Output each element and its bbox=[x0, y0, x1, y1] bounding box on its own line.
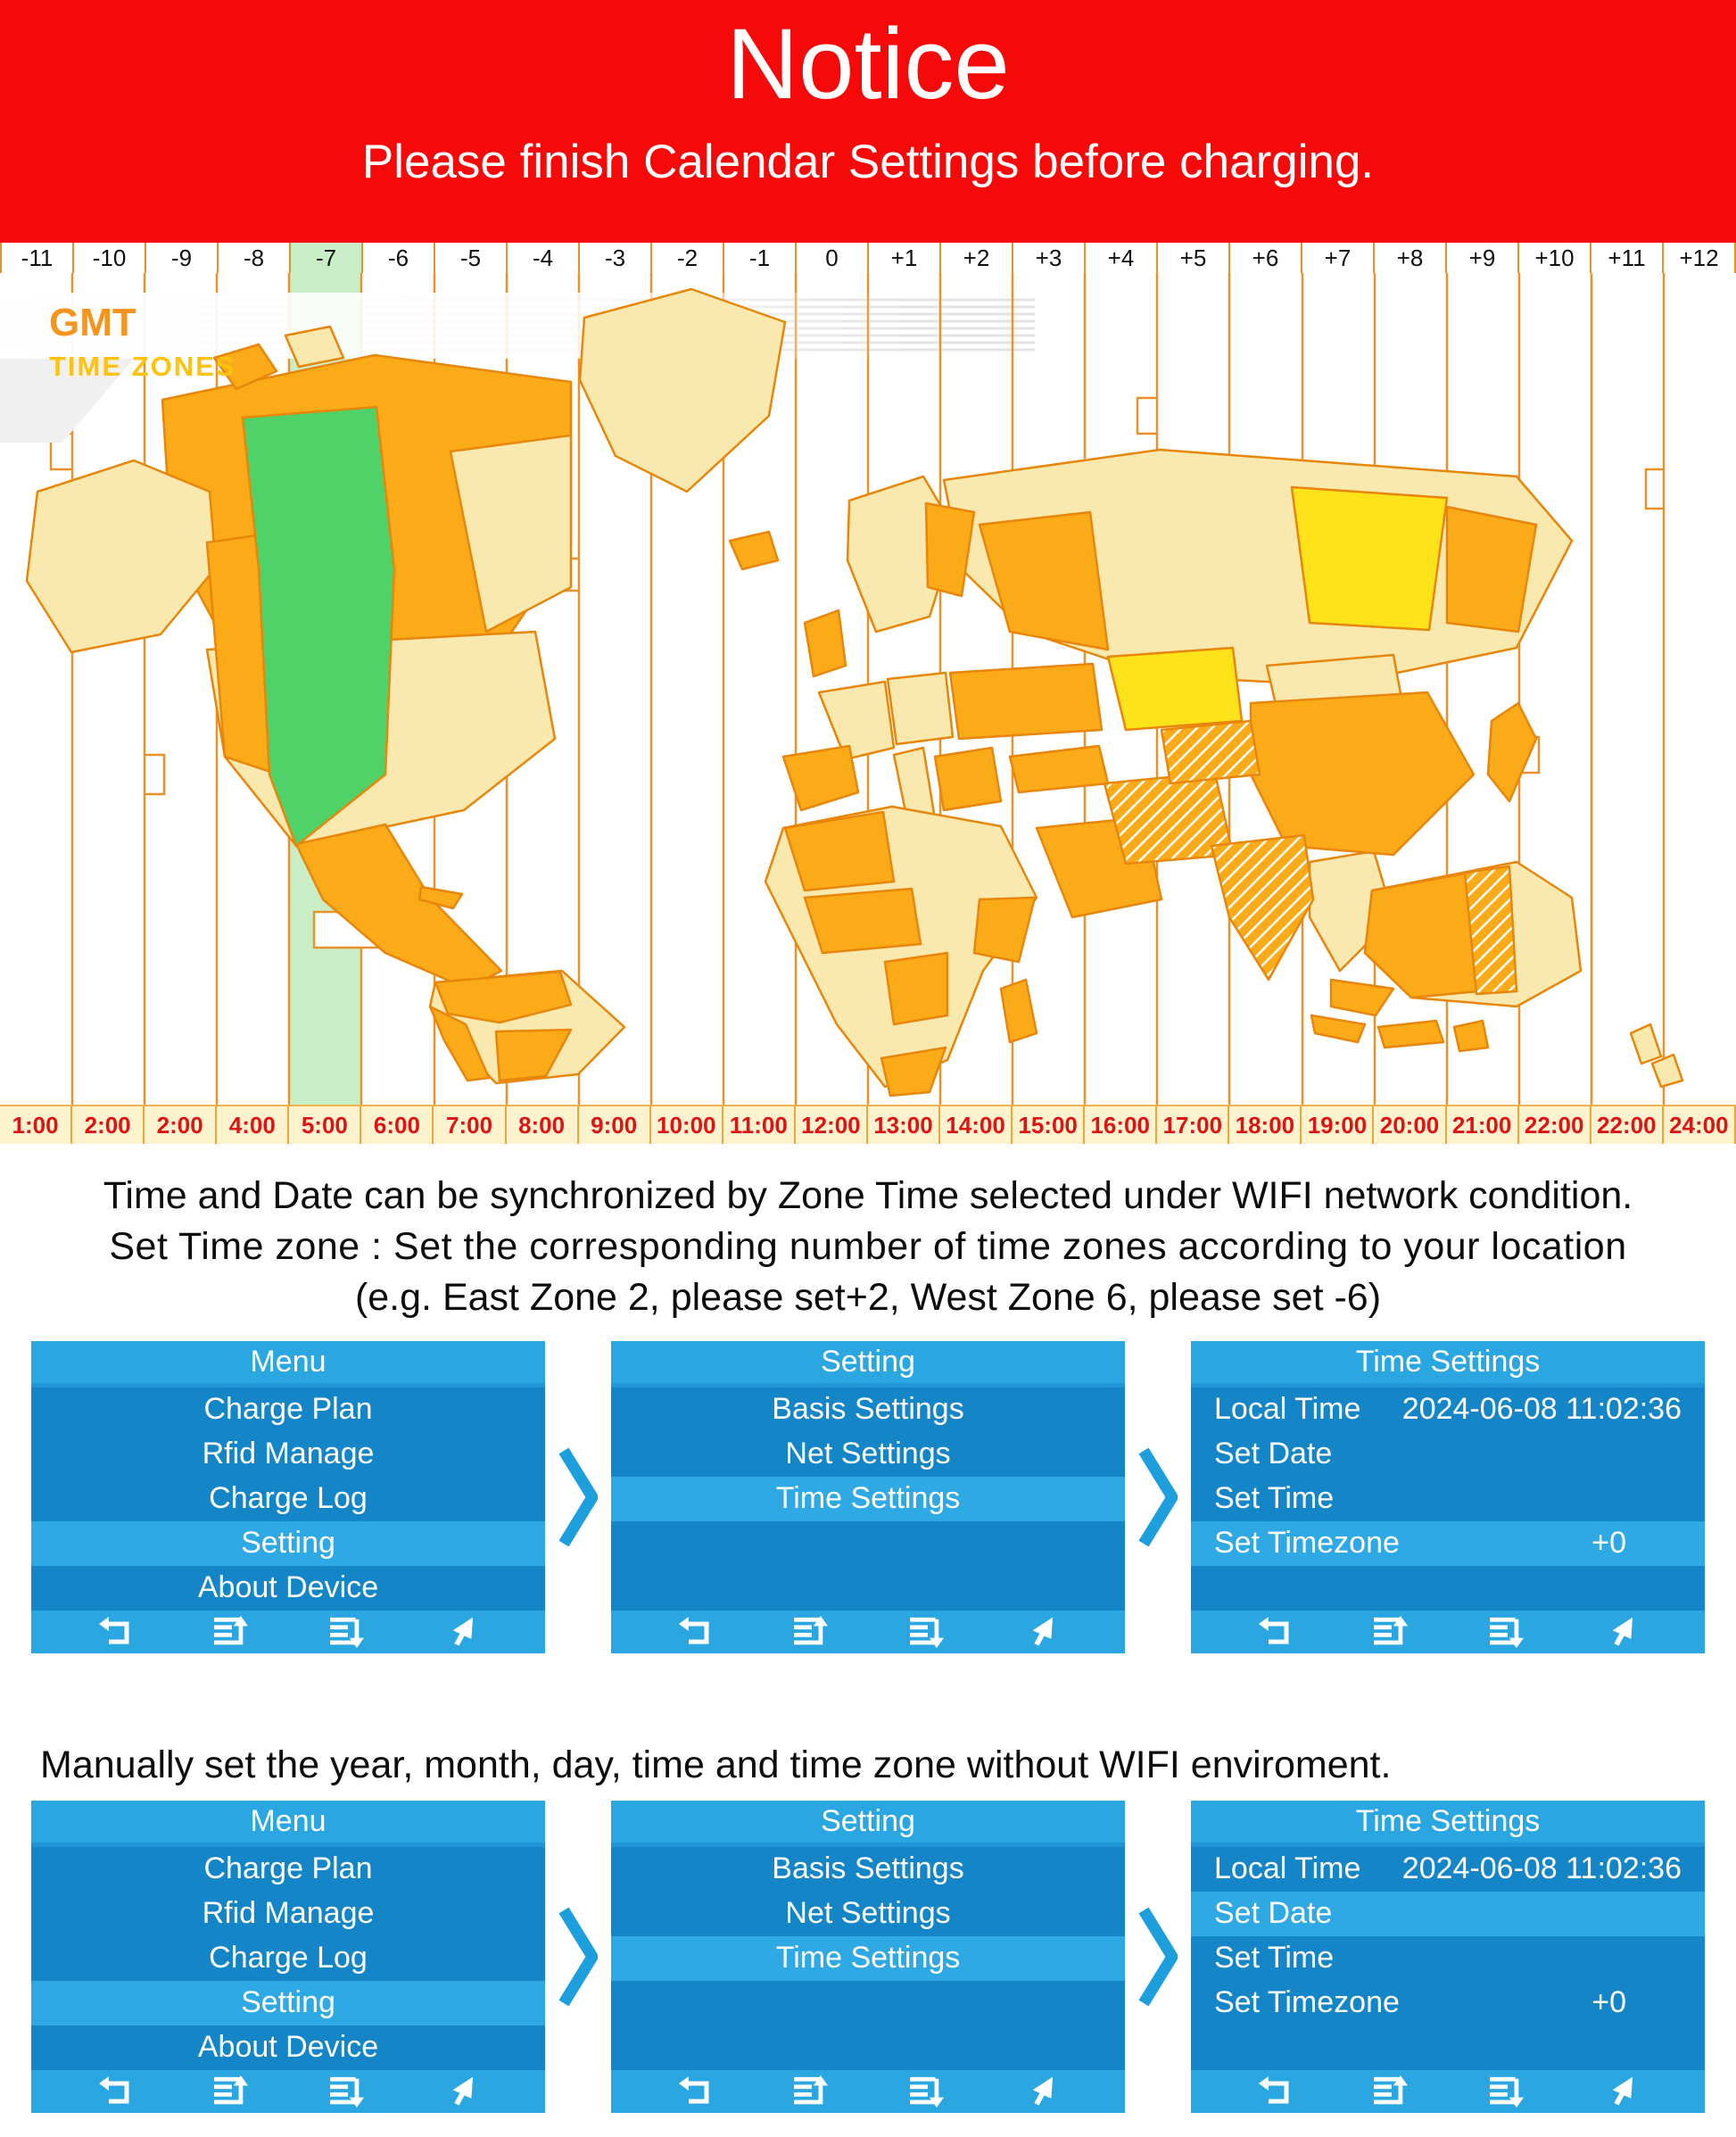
set-timezone-label: Set Timezone bbox=[1214, 1985, 1400, 2020]
local-time-label: Local Time bbox=[1214, 1851, 1361, 1886]
zone-time-cell: 19:00 bbox=[1302, 1106, 1374, 1144]
scroll-up-icon[interactable] bbox=[792, 1615, 830, 1649]
zone-time-cell: 14:00 bbox=[940, 1106, 1013, 1144]
local-time-value: 2024-06-08 11:02:36 bbox=[1401, 1851, 1682, 1886]
screen-body bbox=[1191, 1383, 1705, 1611]
scroll-up-icon[interactable] bbox=[212, 1615, 250, 1649]
timezone-offset-cell: +9 bbox=[1447, 243, 1519, 273]
next-chevron-icon bbox=[1138, 1445, 1178, 1549]
zone-time-cell: 9:00 bbox=[579, 1106, 651, 1144]
timezone-offset-cell: 0 bbox=[797, 243, 869, 273]
cursor-icon[interactable] bbox=[445, 2075, 479, 2108]
wifi-sync-note bbox=[11, 1171, 1725, 1324]
menu-item-rfid-manage[interactable]: Rfid Manage bbox=[202, 1437, 375, 1471]
timezone-offset-cell: -7 bbox=[291, 243, 363, 273]
row-set-timezone[interactable] bbox=[1191, 1981, 1705, 2025]
zone-time-cell: 15:00 bbox=[1013, 1106, 1085, 1144]
cursor-icon[interactable] bbox=[1025, 1615, 1059, 1649]
timezone-offset-cell: -5 bbox=[435, 243, 508, 273]
set-time-label: Set Time bbox=[1214, 1481, 1335, 1516]
timezone-offset-cell: +3 bbox=[1013, 243, 1086, 273]
scroll-up-icon[interactable] bbox=[1372, 2075, 1409, 2108]
zone-time-cell: 12:00 bbox=[796, 1106, 868, 1144]
zone-time-cell: 2:00 bbox=[145, 1106, 217, 1144]
zone-time-cell: 18:00 bbox=[1229, 1106, 1302, 1144]
menu-item-charge-log[interactable]: Charge Log bbox=[209, 1481, 368, 1516]
timezone-offset-cell: -4 bbox=[508, 243, 580, 273]
screen-iconbar bbox=[31, 1611, 545, 1653]
zone-time-cell: 4:00 bbox=[217, 1106, 289, 1144]
screen-title: Time Settings bbox=[1191, 1801, 1705, 1843]
zone-time-cell: 10:00 bbox=[651, 1106, 723, 1144]
menu-item-setting[interactable]: Setting bbox=[31, 1521, 545, 1566]
zone-time-cell: 13:00 bbox=[868, 1106, 940, 1144]
screen-iconbar bbox=[31, 2070, 545, 2113]
timezone-offset-cell: +11 bbox=[1591, 243, 1664, 273]
timezone-offset-cell: -10 bbox=[74, 243, 146, 273]
gmt-banner-band bbox=[0, 293, 1160, 359]
zone-time-cell: 11:00 bbox=[723, 1106, 796, 1144]
screen-title: Setting bbox=[611, 1801, 1125, 1843]
local-time-value: 2024-06-08 11:02:36 bbox=[1401, 1392, 1682, 1427]
setting-item-basis[interactable]: Basis Settings bbox=[772, 1392, 964, 1427]
screens-row-manual bbox=[0, 1800, 1736, 2114]
scroll-up-icon[interactable] bbox=[792, 2075, 830, 2108]
zone-time-cell: 21:00 bbox=[1447, 1106, 1519, 1144]
zone-time-cell: 2:00 bbox=[72, 1106, 145, 1144]
cursor-icon[interactable] bbox=[1605, 1615, 1639, 1649]
timezone-offset-cell: -8 bbox=[219, 243, 291, 273]
next-chevron-icon bbox=[558, 1445, 598, 1549]
timezone-offset-row bbox=[0, 243, 1736, 273]
wifi-note-line2: Set Time zone : Set the corresponding number of time zones according to your location bbox=[109, 1225, 1627, 1269]
scroll-up-icon[interactable] bbox=[1372, 1615, 1409, 1649]
row-set-date[interactable] bbox=[1191, 1892, 1705, 1936]
set-date-label: Set Date bbox=[1214, 1437, 1333, 1471]
set-timezone-value: +0 bbox=[1591, 1985, 1626, 2020]
timezone-offset-cell: -1 bbox=[724, 243, 797, 273]
timezone-offset-cell: -11 bbox=[0, 243, 74, 273]
screen-title: Menu bbox=[31, 1341, 545, 1383]
screen-body bbox=[31, 1383, 545, 1611]
cursor-icon[interactable] bbox=[1605, 2075, 1639, 2108]
setting-item-net[interactable]: Net Settings bbox=[785, 1437, 951, 1471]
timezone-offset-cell: +1 bbox=[869, 243, 941, 273]
setting-item-basis[interactable]: Basis Settings bbox=[772, 1851, 964, 1886]
menu-item-charge-plan[interactable]: Charge Plan bbox=[203, 1392, 373, 1427]
screen-iconbar bbox=[1191, 1611, 1705, 1653]
next-chevron-icon bbox=[558, 1905, 598, 2009]
zone-time-cell: 1:00 bbox=[0, 1106, 72, 1144]
zone-time-cell: 5:00 bbox=[289, 1106, 361, 1144]
back-icon[interactable] bbox=[677, 2075, 713, 2108]
scroll-down-icon[interactable] bbox=[908, 1615, 946, 1649]
menu-item-about-device[interactable]: About Device bbox=[197, 2030, 379, 2065]
menu-item-charge-log[interactable]: Charge Log bbox=[209, 1941, 368, 1975]
timezone-offset-cell: +7 bbox=[1302, 243, 1375, 273]
screens-row-wifi bbox=[0, 1340, 1736, 1654]
time-settings-screen bbox=[1191, 1341, 1705, 1653]
row-set-date[interactable] bbox=[1191, 1432, 1705, 1477]
timezone-offset-cell: +8 bbox=[1375, 243, 1447, 273]
scroll-down-icon[interactable] bbox=[1488, 2075, 1525, 2108]
gmt-timezone-map bbox=[0, 273, 1736, 1105]
cursor-icon[interactable] bbox=[1025, 2075, 1059, 2108]
screen-iconbar bbox=[611, 2070, 1125, 2113]
back-icon[interactable] bbox=[677, 1616, 713, 1648]
screen-body bbox=[31, 1843, 545, 2070]
scroll-down-icon[interactable] bbox=[908, 2075, 946, 2108]
row-local-time bbox=[1191, 1387, 1705, 1432]
world-map-svg bbox=[0, 273, 1736, 1105]
zone-times-row bbox=[0, 1105, 1736, 1144]
zone-time-cell: 22:00 bbox=[1591, 1106, 1664, 1144]
timezone-offset-cell: +10 bbox=[1519, 243, 1591, 273]
bottom-spacer bbox=[0, 2114, 1736, 2137]
timezone-offset-cell: -6 bbox=[363, 243, 435, 273]
timezone-offset-cell: -9 bbox=[146, 243, 219, 273]
menu-item-about-device[interactable]: About Device bbox=[197, 1570, 379, 1605]
zone-time-cell: 8:00 bbox=[507, 1106, 579, 1144]
back-icon[interactable] bbox=[1257, 2075, 1293, 2108]
menu-item-charge-plan[interactable]: Charge Plan bbox=[203, 1851, 373, 1886]
zone-time-cell: 24:00 bbox=[1664, 1106, 1736, 1144]
setting-item-net[interactable]: Net Settings bbox=[785, 1896, 951, 1931]
map-regions bbox=[27, 289, 1682, 1096]
timezone-offset-cell: +12 bbox=[1664, 243, 1736, 273]
timezone-offset-cell: +4 bbox=[1086, 243, 1158, 273]
wifi-note-line3: (e.g. East Zone 2, please set+2, West Zone 6, please set -6) bbox=[354, 1276, 1382, 1320]
back-icon[interactable] bbox=[97, 2075, 133, 2108]
timezone-offset-cell: -2 bbox=[652, 243, 724, 273]
screen-iconbar bbox=[1191, 2070, 1705, 2113]
menu-screen bbox=[31, 1341, 545, 1653]
setting-screen bbox=[611, 1801, 1125, 2113]
menu-screen bbox=[31, 1801, 545, 2113]
setting-screen bbox=[611, 1341, 1125, 1653]
row-set-timezone[interactable] bbox=[1191, 1521, 1705, 1566]
screen-body bbox=[611, 1383, 1125, 1611]
notice-title: Notice bbox=[726, 8, 1010, 120]
next-chevron-icon bbox=[1138, 1905, 1178, 2009]
notice-banner bbox=[0, 0, 1736, 243]
zone-time-cell: 16:00 bbox=[1085, 1106, 1157, 1144]
scroll-up-icon[interactable] bbox=[212, 2075, 250, 2108]
timezone-offset-cell: +2 bbox=[941, 243, 1013, 273]
gmt-label: GMT bbox=[49, 301, 136, 344]
screen-title: Menu bbox=[31, 1801, 545, 1843]
screen-body bbox=[611, 1843, 1125, 2070]
timezone-offset-cell: +6 bbox=[1230, 243, 1302, 273]
zone-time-cell: 22:00 bbox=[1519, 1106, 1591, 1144]
screen-iconbar bbox=[611, 1611, 1125, 1653]
set-timezone-value: +0 bbox=[1591, 1526, 1626, 1561]
scroll-down-icon[interactable] bbox=[328, 1615, 366, 1649]
scroll-down-icon[interactable] bbox=[1488, 1615, 1525, 1649]
zone-time-cell: 6:00 bbox=[361, 1106, 434, 1144]
screen-title: Time Settings bbox=[1191, 1341, 1705, 1383]
back-icon[interactable] bbox=[97, 1616, 133, 1648]
menu-item-rfid-manage[interactable]: Rfid Manage bbox=[202, 1896, 375, 1931]
manual-set-note: Manually set the year, month, day, time and time zone without WIFI enviroment. bbox=[40, 1743, 1392, 1786]
screen-body bbox=[1191, 1843, 1705, 2070]
zone-time-cell: 7:00 bbox=[434, 1106, 506, 1144]
zone-time-cell: 20:00 bbox=[1374, 1106, 1446, 1144]
row-set-time[interactable] bbox=[1191, 1477, 1705, 1521]
set-time-label: Set Time bbox=[1214, 1941, 1335, 1975]
cursor-icon[interactable] bbox=[445, 1615, 479, 1649]
setting-item-time[interactable]: Time Settings bbox=[611, 1936, 1125, 1981]
timezone-offset-cell: +5 bbox=[1158, 243, 1230, 273]
local-time-label: Local Time bbox=[1214, 1392, 1361, 1427]
notice-subtitle: Please finish Calendar Settings before charging. bbox=[361, 136, 1375, 189]
wifi-note-line1: Time and Date can be synchronized by Zone Time selected under WIFI network condition. bbox=[103, 1174, 1633, 1217]
screen-title: Setting bbox=[611, 1341, 1125, 1383]
set-date-label: Set Date bbox=[1214, 1896, 1333, 1931]
row-set-time[interactable] bbox=[1191, 1936, 1705, 1981]
zone-time-cell: 17:00 bbox=[1157, 1106, 1229, 1144]
menu-item-setting[interactable]: Setting bbox=[31, 1981, 545, 2025]
back-icon[interactable] bbox=[1257, 1616, 1293, 1648]
time-zones-label: TIME ZONES bbox=[49, 351, 236, 382]
set-timezone-label: Set Timezone bbox=[1214, 1526, 1400, 1561]
row-local-time bbox=[1191, 1847, 1705, 1892]
time-settings-screen bbox=[1191, 1801, 1705, 2113]
scroll-down-icon[interactable] bbox=[328, 2075, 366, 2108]
timezone-offset-cell: -3 bbox=[580, 243, 652, 273]
setting-item-time[interactable]: Time Settings bbox=[611, 1477, 1125, 1521]
